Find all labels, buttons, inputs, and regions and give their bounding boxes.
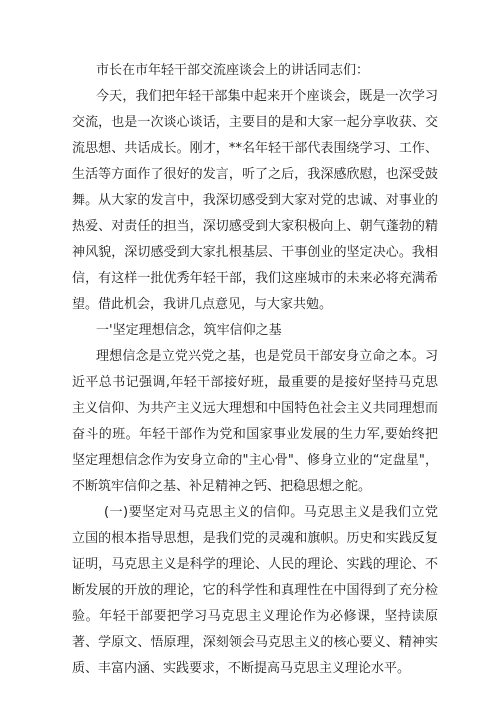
paragraph-opening: 今天，我们把年轻干部集中起来开个座谈会，既是一次学习交流，也是一次谈心谈话，主要目的是和大家一起分享收获、交流思想、共话成长。刚才，**名年轻干部代表围绕学习、工作、生活等方面作了很好的发言，听了之后，我深感欣慰，也深受鼓舞。从大家的发言中，我深切感受到大家对党的忠诚、对事业的热爱、对责任的担当，深切感受到大家积极向上、朝气蓬勃的精神风貌，深切感受到大家扎根基层、干事创业的坚定决心。我相信，有这样一批优秀年轻干部，我们这座城市的未来必将充满希望。借此机会，我讲几点意见，与大家共勉。 <box>72 89 438 312</box>
document-body <box>72 58 438 682</box>
section-heading: 一'坚定理想信念，筑牢信仰之基 <box>96 323 282 338</box>
paragraph-marxism: (一)要坚定对马克思主义的信仰。马克思主义是我们立党立国的根本指导思想，是我们党的灵魂和旗帜。历史和实践反复证明，马克思主义是科学的理论、人民的理论、实践的理论、不断发展的开放的理论，它的科学性和真理性在中国得到了充分检验。年轻干部要把学习马克思主义理论作为必修课，坚持读原著、学原文、悟原理，深刻领会马克思主义的核心要义、精神实质、丰富内涵、实践要求，不断提高马克思主义理论水平。 <box>72 505 438 676</box>
paragraph-ideals: 理想信念是立党兴党之基，也是党员干部安身立命之本。习近平总书记强调,年轻干部接好班，最重要的是接好坚持马克思主义信仰、为共产主义远大理想和中国特色社会主义共同理想而奋斗的班。年轻干部作为党和国家事业发展的生力军,要始终把坚定理想信念作为安身立命的"主心骨"、修身立业的“定盘星"，不断筑牢信仰之基、补足精神之钙、把稳思想之舵。 <box>72 349 438 494</box>
salutation: 市长在市年轻干部交流座谈会上的讲话同志们： <box>96 63 370 78</box>
